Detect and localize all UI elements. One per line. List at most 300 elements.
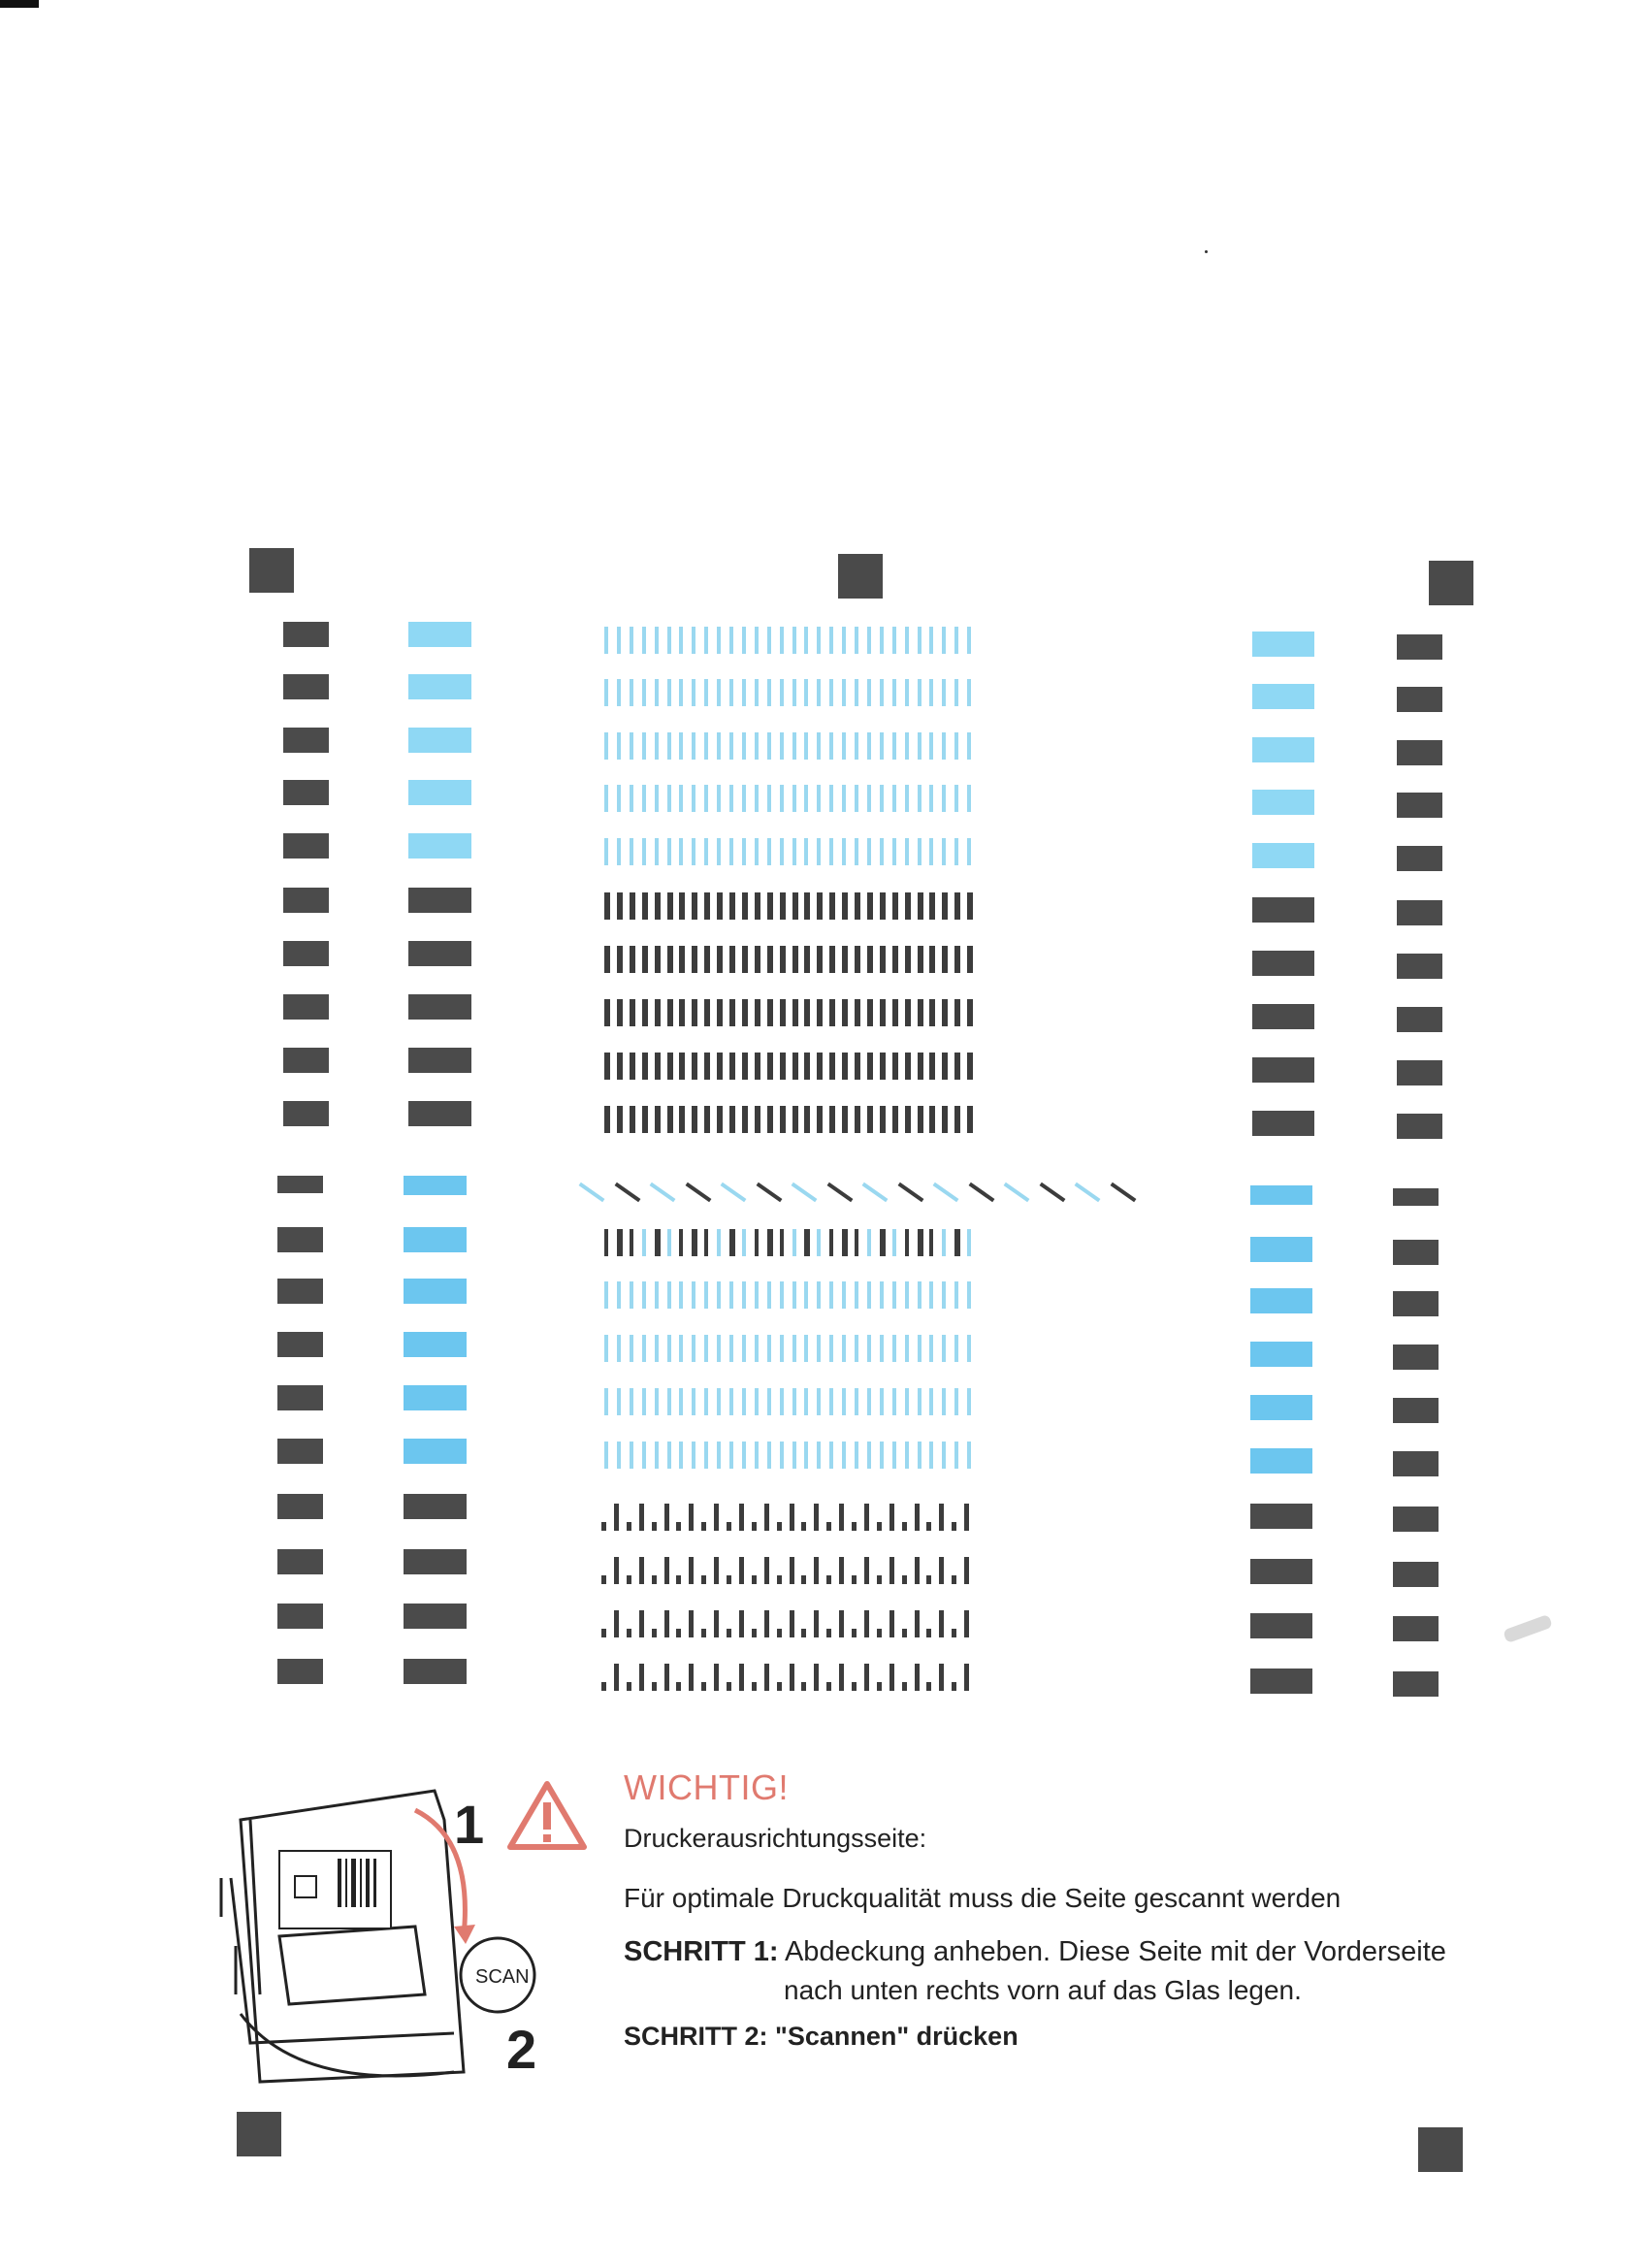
alignment-tick — [839, 1504, 844, 1531]
alignment-stripe — [918, 679, 922, 706]
alignment-stripe — [617, 627, 621, 654]
alignment-stripe — [604, 946, 610, 973]
alignment-stripe — [954, 999, 960, 1026]
alignment-tick — [652, 1575, 657, 1584]
alignment-stripe — [767, 1442, 771, 1469]
alignment-stripe — [942, 1229, 946, 1256]
alignment-stripe — [655, 785, 659, 812]
alignment-block — [283, 833, 329, 859]
alignment-stripe — [617, 1281, 621, 1309]
alignment-block — [1252, 632, 1314, 657]
alignment-stripe — [792, 892, 798, 920]
alignment-tick — [701, 1575, 706, 1584]
alignment-tick — [652, 1522, 657, 1531]
alignment-stripe — [780, 892, 786, 920]
alignment-tick — [714, 1610, 719, 1637]
alignment-stripe — [855, 627, 858, 654]
alignment-stripe — [692, 838, 695, 865]
alignment-block — [408, 888, 471, 913]
alignment-stripe — [829, 627, 833, 654]
alignment-block — [277, 1659, 323, 1684]
alignment-tick — [877, 1522, 882, 1531]
alignment-stripe — [929, 732, 933, 760]
alignment-stripe — [767, 785, 771, 812]
alignment-tick — [689, 1504, 694, 1531]
alignment-stripe — [642, 999, 648, 1026]
alignment-tick — [727, 1629, 731, 1637]
alignment-stripe — [855, 732, 858, 760]
alignment-stripe — [804, 1106, 810, 1133]
alignment-stripe — [817, 627, 821, 654]
alignment-stripe — [679, 679, 683, 706]
alignment-stripe — [829, 1388, 833, 1415]
alignment-stripe — [880, 1229, 886, 1256]
alignment-stripe — [817, 946, 823, 973]
alignment-stripe — [642, 892, 648, 920]
alignment-tick — [852, 1522, 857, 1531]
alignment-stripe — [742, 785, 746, 812]
alignment-stripe — [655, 1053, 661, 1080]
alignment-stripe — [918, 999, 923, 1026]
alignment-stripe — [817, 1229, 821, 1256]
alignment-stripe — [905, 892, 911, 920]
fiducial-mark-top-left — [249, 548, 294, 593]
diagonal-stripe — [756, 1183, 782, 1202]
alignment-tick — [790, 1664, 794, 1691]
alignment-stripe — [942, 946, 948, 973]
alignment-stripe — [855, 1388, 858, 1415]
alignment-tick — [601, 1575, 606, 1584]
alignment-stripe — [892, 785, 896, 812]
alignment-stripe — [804, 732, 808, 760]
alignment-stripe — [642, 1053, 648, 1080]
alignment-tick — [852, 1682, 857, 1691]
alignment-stripe — [880, 946, 886, 973]
alignment-stripe — [855, 946, 860, 973]
alignment-stripe — [667, 1106, 673, 1133]
alignment-stripe — [880, 1442, 884, 1469]
alignment-stripe — [729, 1053, 735, 1080]
alignment-stripe — [780, 999, 786, 1026]
alignment-stripe — [892, 627, 896, 654]
alignment-stripe — [867, 1442, 871, 1469]
diagonal-stripe — [1110, 1183, 1136, 1202]
alignment-stripe — [755, 732, 759, 760]
alignment-stripe — [792, 1106, 798, 1133]
alignment-stripe — [918, 946, 923, 973]
alignment-stripe — [780, 732, 784, 760]
alignment-stripe — [704, 892, 710, 920]
alignment-stripe — [929, 1388, 933, 1415]
alignment-stripe — [679, 946, 685, 973]
alignment-stripe — [767, 892, 773, 920]
alignment-tick — [764, 1664, 769, 1691]
alignment-stripe — [717, 627, 721, 654]
alignment-stripe — [829, 1442, 833, 1469]
alignment-stripe — [942, 679, 946, 706]
alignment-stripe — [817, 999, 823, 1026]
alignment-tick — [814, 1504, 819, 1531]
alignment-stripe — [655, 1106, 661, 1133]
alignment-stripe — [942, 785, 946, 812]
alignment-stripe — [918, 892, 923, 920]
alignment-block — [1250, 1288, 1312, 1313]
alignment-stripe — [780, 1442, 784, 1469]
alignment-tick — [964, 1664, 969, 1691]
alignment-stripe — [829, 892, 835, 920]
alignment-stripe — [792, 1442, 796, 1469]
alignment-stripe — [655, 732, 659, 760]
alignment-block — [1393, 1616, 1439, 1641]
diagonal-stripe — [1075, 1183, 1101, 1202]
alignment-stripe — [729, 892, 735, 920]
alignment-stripe — [967, 1335, 971, 1362]
alignment-stripe — [867, 1229, 871, 1256]
alignment-stripe — [954, 1053, 960, 1080]
alignment-block — [1397, 740, 1442, 765]
alignment-tick — [777, 1629, 782, 1637]
alignment-stripe — [655, 1229, 661, 1256]
alignment-stripe — [617, 785, 621, 812]
alignment-tick — [627, 1522, 631, 1531]
alignment-block — [1393, 1451, 1439, 1476]
alignment-stripe — [642, 785, 646, 812]
alignment-stripe — [729, 1281, 733, 1309]
alignment-block — [404, 1659, 467, 1684]
diagonal-stripe — [614, 1183, 640, 1202]
alignment-block — [404, 1279, 467, 1304]
alignment-block — [404, 1604, 467, 1629]
alignment-stripe — [667, 732, 671, 760]
alignment-stripe — [829, 1229, 833, 1256]
alignment-stripe — [742, 1053, 748, 1080]
alignment-stripe — [679, 1388, 683, 1415]
alignment-stripe — [729, 1106, 735, 1133]
alignment-stripe — [755, 785, 759, 812]
alignment-stripe — [742, 1335, 746, 1362]
alignment-stripe — [954, 1335, 958, 1362]
alignment-stripe — [880, 627, 884, 654]
alignment-tick — [939, 1504, 944, 1531]
alignment-block — [404, 1385, 467, 1410]
alignment-stripe — [829, 1106, 835, 1133]
alignment-stripe — [717, 1281, 721, 1309]
alignment-stripe — [780, 627, 784, 654]
alignment-stripe — [892, 1335, 896, 1362]
alignment-stripe — [642, 838, 646, 865]
alignment-stripe — [867, 892, 873, 920]
alignment-stripe — [954, 627, 958, 654]
alignment-stripe — [829, 1053, 835, 1080]
alignment-block — [1393, 1188, 1439, 1206]
alignment-stripe — [755, 1442, 759, 1469]
alignment-stripe — [729, 1442, 733, 1469]
alignment-tick — [664, 1557, 669, 1584]
alignment-stripe — [905, 1106, 911, 1133]
alignment-stripe — [655, 1281, 659, 1309]
alignment-stripe — [880, 679, 884, 706]
alignment-stripe — [842, 838, 846, 865]
alignment-stripe — [755, 946, 760, 973]
alignment-tick — [826, 1522, 831, 1531]
alignment-stripe — [604, 679, 608, 706]
alignment-stripe — [667, 1281, 671, 1309]
alignment-stripe — [630, 999, 635, 1026]
alignment-block — [1397, 846, 1442, 871]
alignment-subtitle: Druckerausrichtungsseite: — [624, 1824, 927, 1853]
alignment-stripe — [905, 1442, 909, 1469]
alignment-stripe — [780, 946, 786, 973]
alignment-stripe — [842, 1388, 846, 1415]
alignment-block — [283, 888, 329, 913]
alignment-tick — [764, 1610, 769, 1637]
alignment-stripe — [617, 1229, 623, 1256]
alignment-block — [1250, 1395, 1312, 1420]
alignment-tick — [926, 1629, 931, 1637]
alignment-stripe — [804, 785, 808, 812]
alignment-stripe — [918, 732, 922, 760]
alignment-stripe — [918, 1106, 923, 1133]
alignment-tick — [790, 1557, 794, 1584]
alignment-stripe — [792, 785, 796, 812]
alignment-block — [283, 622, 329, 647]
alignment-stripe — [642, 627, 646, 654]
alignment-stripe — [604, 1106, 610, 1133]
alignment-stripe — [842, 1106, 848, 1133]
alignment-block — [408, 780, 471, 805]
alignment-stripe — [667, 946, 673, 973]
fiducial-mark-bottom-right — [1418, 2127, 1463, 2172]
alignment-stripe — [929, 838, 933, 865]
alignment-stripe — [792, 1281, 796, 1309]
alignment-stripe — [804, 1442, 808, 1469]
alignment-stripe — [617, 946, 623, 973]
alignment-stripe — [742, 627, 746, 654]
alignment-stripe — [630, 732, 633, 760]
alignment-stripe — [867, 627, 871, 654]
alignment-stripe — [729, 946, 735, 973]
alignment-tick — [852, 1629, 857, 1637]
alignment-block — [408, 994, 471, 1020]
alignment-tick — [801, 1682, 806, 1691]
alignment-stripe — [829, 732, 833, 760]
alignment-stripe — [767, 679, 771, 706]
alignment-stripe — [667, 892, 673, 920]
alignment-stripe — [929, 1281, 933, 1309]
alignment-block — [408, 833, 471, 859]
alignment-tick — [902, 1575, 907, 1584]
alignment-stripe — [630, 892, 635, 920]
alignment-tick — [814, 1664, 819, 1691]
alignment-block — [408, 1048, 471, 1073]
alignment-stripe — [905, 679, 909, 706]
alignment-stripe — [755, 1281, 759, 1309]
alignment-block — [277, 1604, 323, 1629]
alignment-stripe — [842, 1442, 846, 1469]
alignment-stripe — [679, 838, 683, 865]
alignment-stripe — [905, 1229, 909, 1256]
alignment-stripe — [942, 999, 948, 1026]
alignment-stripe — [942, 1388, 946, 1415]
alignment-stripe — [792, 946, 798, 973]
alignment-stripe — [918, 1335, 922, 1362]
alignment-tick — [652, 1682, 657, 1691]
alignment-stripe — [742, 838, 746, 865]
alignment-tick — [664, 1610, 669, 1637]
alignment-block — [277, 1439, 323, 1464]
alignment-tick — [864, 1557, 869, 1584]
corner-mark — [0, 0, 39, 8]
alignment-stripe — [630, 1106, 635, 1133]
alignment-tick — [664, 1664, 669, 1691]
alignment-stripe — [954, 785, 958, 812]
alignment-stripe — [817, 785, 821, 812]
alignment-stripe — [642, 732, 646, 760]
alignment-stripe — [918, 1229, 923, 1256]
alignment-stripe — [892, 838, 896, 865]
alignment-stripe — [892, 999, 898, 1026]
alignment-stripe — [829, 838, 833, 865]
alignment-block — [1397, 634, 1442, 660]
alignment-stripe — [704, 732, 708, 760]
alignment-stripe — [954, 1388, 958, 1415]
alignment-stripe — [905, 838, 909, 865]
alignment-stripe — [842, 732, 846, 760]
alignment-tick — [864, 1664, 869, 1691]
alignment-stripe — [604, 1335, 608, 1362]
alignment-stripe — [817, 838, 821, 865]
alignment-tick — [952, 1522, 956, 1531]
alignment-tick — [652, 1629, 657, 1637]
alignment-tick — [701, 1629, 706, 1637]
alignment-stripe — [967, 1053, 973, 1080]
alignment-block — [1397, 954, 1442, 979]
alignment-stripe — [729, 999, 735, 1026]
alignment-stripe — [954, 892, 960, 920]
alignment-block — [404, 1439, 467, 1464]
alignment-stripe — [905, 785, 909, 812]
alignment-stripe — [655, 627, 659, 654]
alignment-stripe — [842, 627, 846, 654]
alignment-stripe — [918, 1053, 923, 1080]
alignment-stripe — [942, 1053, 948, 1080]
alignment-stripe — [792, 1335, 796, 1362]
alignment-tick — [964, 1557, 969, 1584]
alignment-stripe — [630, 838, 633, 865]
alignment-stripe — [679, 732, 683, 760]
alignment-stripe — [880, 1053, 886, 1080]
alignment-stripe — [892, 1388, 896, 1415]
alignment-tick — [689, 1610, 694, 1637]
alignment-stripe — [630, 1281, 633, 1309]
alignment-stripe — [755, 1106, 760, 1133]
alignment-stripe — [804, 1388, 808, 1415]
alignment-stripe — [717, 1442, 721, 1469]
alignment-stripe — [867, 946, 873, 973]
alignment-tick — [701, 1522, 706, 1531]
alignment-stripe — [630, 1388, 633, 1415]
step-2-label: SCHRITT 2: — [624, 2022, 768, 2051]
alignment-tick — [826, 1575, 831, 1584]
alignment-tick — [752, 1575, 757, 1584]
alignment-stripe — [704, 999, 710, 1026]
alignment-stripe — [892, 892, 898, 920]
alignment-stripe — [692, 1442, 695, 1469]
alignment-block — [408, 1101, 471, 1126]
alignment-block — [1252, 684, 1314, 709]
alignment-block — [1397, 1060, 1442, 1085]
alignment-stripe — [780, 838, 784, 865]
alignment-stripe — [617, 892, 623, 920]
alignment-stripe — [804, 946, 810, 973]
alignment-stripe — [642, 1388, 646, 1415]
alignment-stripe — [918, 838, 922, 865]
diagonal-stripe — [968, 1183, 994, 1202]
alignment-stripe — [717, 1106, 723, 1133]
alignment-block — [277, 1176, 323, 1193]
alignment-block — [1250, 1185, 1312, 1205]
alignment-stripe — [804, 679, 808, 706]
alignment-stripe — [642, 946, 648, 973]
alignment-stripe — [679, 1281, 683, 1309]
alignment-block — [1393, 1240, 1439, 1265]
scan-smudge — [1503, 1614, 1553, 1643]
alignment-stripe — [817, 1335, 821, 1362]
alignment-stripe — [804, 1053, 810, 1080]
alignment-stripe — [929, 892, 935, 920]
alignment-stripe — [804, 838, 808, 865]
alignment-tick — [877, 1682, 882, 1691]
step-1-text: Abdeckung anheben. Diese Seite mit der Vorderseite — [784, 1936, 1446, 1967]
alignment-block — [283, 674, 329, 699]
alignment-tick — [664, 1504, 669, 1531]
alignment-stripe — [692, 999, 697, 1026]
alignment-stripe — [667, 1229, 671, 1256]
diagonal-stripe — [862, 1183, 889, 1202]
alignment-tick — [752, 1522, 757, 1531]
alignment-stripe — [742, 1281, 746, 1309]
alignment-tick — [839, 1557, 844, 1584]
alignment-block — [404, 1332, 467, 1357]
alignment-stripe — [704, 1053, 710, 1080]
alignment-block — [1397, 793, 1442, 818]
alignment-tick — [877, 1575, 882, 1584]
printer-scan-illustration — [221, 1781, 541, 2091]
alignment-tick — [627, 1575, 631, 1584]
alignment-stripe — [817, 732, 821, 760]
alignment-stripe — [604, 838, 608, 865]
alignment-stripe — [929, 1106, 935, 1133]
step-1 — [624, 1936, 1446, 1968]
alignment-stripe — [679, 1229, 683, 1256]
alignment-stripe — [617, 679, 621, 706]
alignment-stripe — [855, 999, 860, 1026]
alignment-tick — [864, 1504, 869, 1531]
alignment-stripe — [630, 1053, 635, 1080]
alignment-stripe — [655, 946, 661, 973]
alignment-stripe — [967, 732, 971, 760]
alignment-stripe — [817, 892, 823, 920]
alignment-stripe — [742, 679, 746, 706]
alignment-stripe — [667, 627, 671, 654]
alignment-stripe — [692, 1229, 697, 1256]
alignment-stripe — [692, 732, 695, 760]
alignment-block — [408, 728, 471, 753]
diagonal-stripe — [579, 1183, 605, 1202]
alignment-stripe — [617, 1106, 623, 1133]
alignment-stripe — [855, 1281, 858, 1309]
alignment-stripe — [942, 1281, 946, 1309]
